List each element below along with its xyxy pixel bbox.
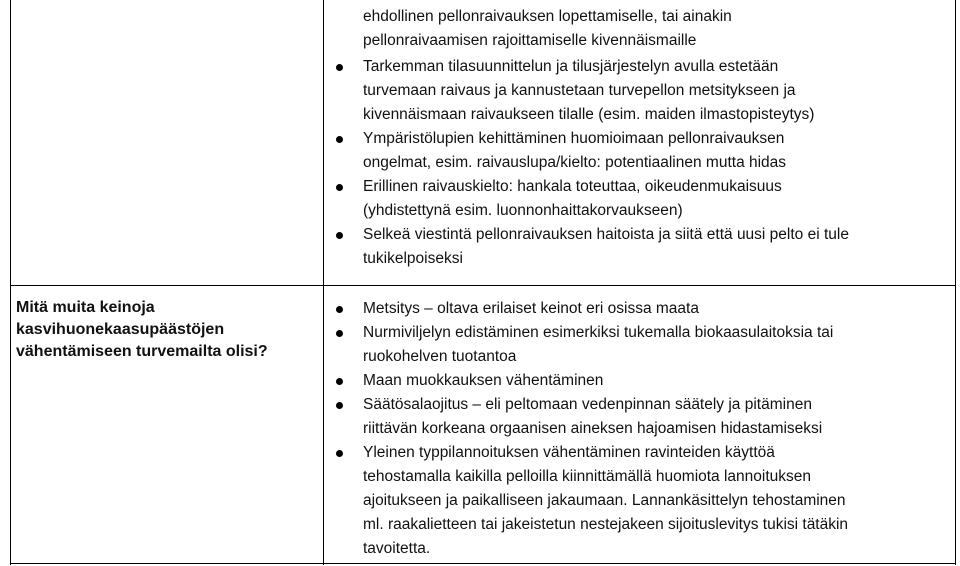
list-item-line: riittävän korkeana orgaanisen aineksen hajoamisen hidastamiseksi [363,420,823,437]
list-item [363,127,849,175]
list-item-line: ongelmat, esim. raivauslupa/kielto: potentiaalinen mutta hidas [363,154,787,171]
continuation-line: pellonraivaamisen rajoittamiselle kivennäismaille [363,32,697,49]
list-item-line: kivennäismaan raivaukseen tilalle (esim. maiden ilmastopisteytys) [363,106,815,123]
bullet-icon [336,306,343,313]
list-item-line: Erillinen raivauskielto: hankala toteuttaa, oikeudenmukaisuus [363,178,782,195]
list-item [363,321,848,369]
list-item-line: Maan muokkauksen vähentäminen [363,372,604,389]
list-item-line: Tarkemman tilasuunnittelun ja tilusjärjestelyn avulla estetään [363,58,779,75]
question-line: kasvihuonekaasupäästöjen [16,321,225,338]
question-line: Mitä muita keinoja [16,299,155,316]
bullet-icon [336,136,343,143]
table-border-bottom [10,563,956,564]
row1-bullet-list [363,55,849,271]
table-border-left [10,0,11,565]
question-cell [16,297,321,363]
list-item-line: Metsitys – oltava erilaiset keinot eri osissa maata [363,300,699,317]
list-item [363,441,848,561]
row1-continuation [363,5,732,53]
list-item-line: tukikelpoiseksi [363,250,463,267]
bullet-icon [336,378,343,385]
list-item-line: tehostamalla kaikilla pelloilla kiinnittämällä huomiota lannoituksen [363,468,812,485]
list-item-line: (yhdistettynä esim. luonnonhaittakorvaukseen) [363,202,683,219]
continuation-line: ehdollinen pellonraivauksen lopettamiselle, tai ainakin [363,8,732,25]
list-item-line: ml. raakalietteen tai jakeistetun nestejakeen sijoituslevitys tukisi tätäkin [363,516,849,533]
table-border-right [955,0,956,565]
list-item-line: Selkeä viestintä pellonraivauksen haitoista ja siitä että uusi pelto ei tule [363,226,849,243]
table-column-divider [323,0,324,565]
bullet-icon [336,184,343,191]
list-item [363,393,848,441]
list-item-line: Yleinen typpilannoituksen vähentäminen ravinteiden käyttöä [363,444,775,461]
list-item-line: Säätösalaojitus – eli peltomaan vedenpinnan säätely ja pitäminen [363,396,812,413]
bullet-icon [336,330,343,337]
list-item [363,175,849,223]
bullet-icon [336,64,343,71]
bullet-icon [336,402,343,409]
list-item [363,223,849,271]
list-item [363,297,848,321]
list-item-line: Nurmiviljelyn edistäminen esimerkiksi tukemalla biokaasulaitoksia tai [363,324,834,341]
table-row-divider [10,285,956,286]
list-item-line: Ympäristölupien kehittäminen huomioimaan pellonraivauksen [363,130,785,147]
list-item [363,55,849,127]
list-item-line: ajoitukseen ja paikalliseen jakaumaan. Lannankäsittelyn tehostaminen [363,492,846,509]
question-line: vähentämiseen turvemailta olisi? [16,343,268,360]
list-item [363,369,848,393]
bullet-icon [336,450,343,457]
list-item-line: ruokohelven tuotantoa [363,348,517,365]
bullet-icon [336,232,343,239]
list-item-line: tavoitetta. [363,540,431,557]
list-item-line: turvemaan raivaus ja kannustetaan turvepellon metsitykseen ja [363,82,796,99]
row2-bullet-list [363,297,848,561]
